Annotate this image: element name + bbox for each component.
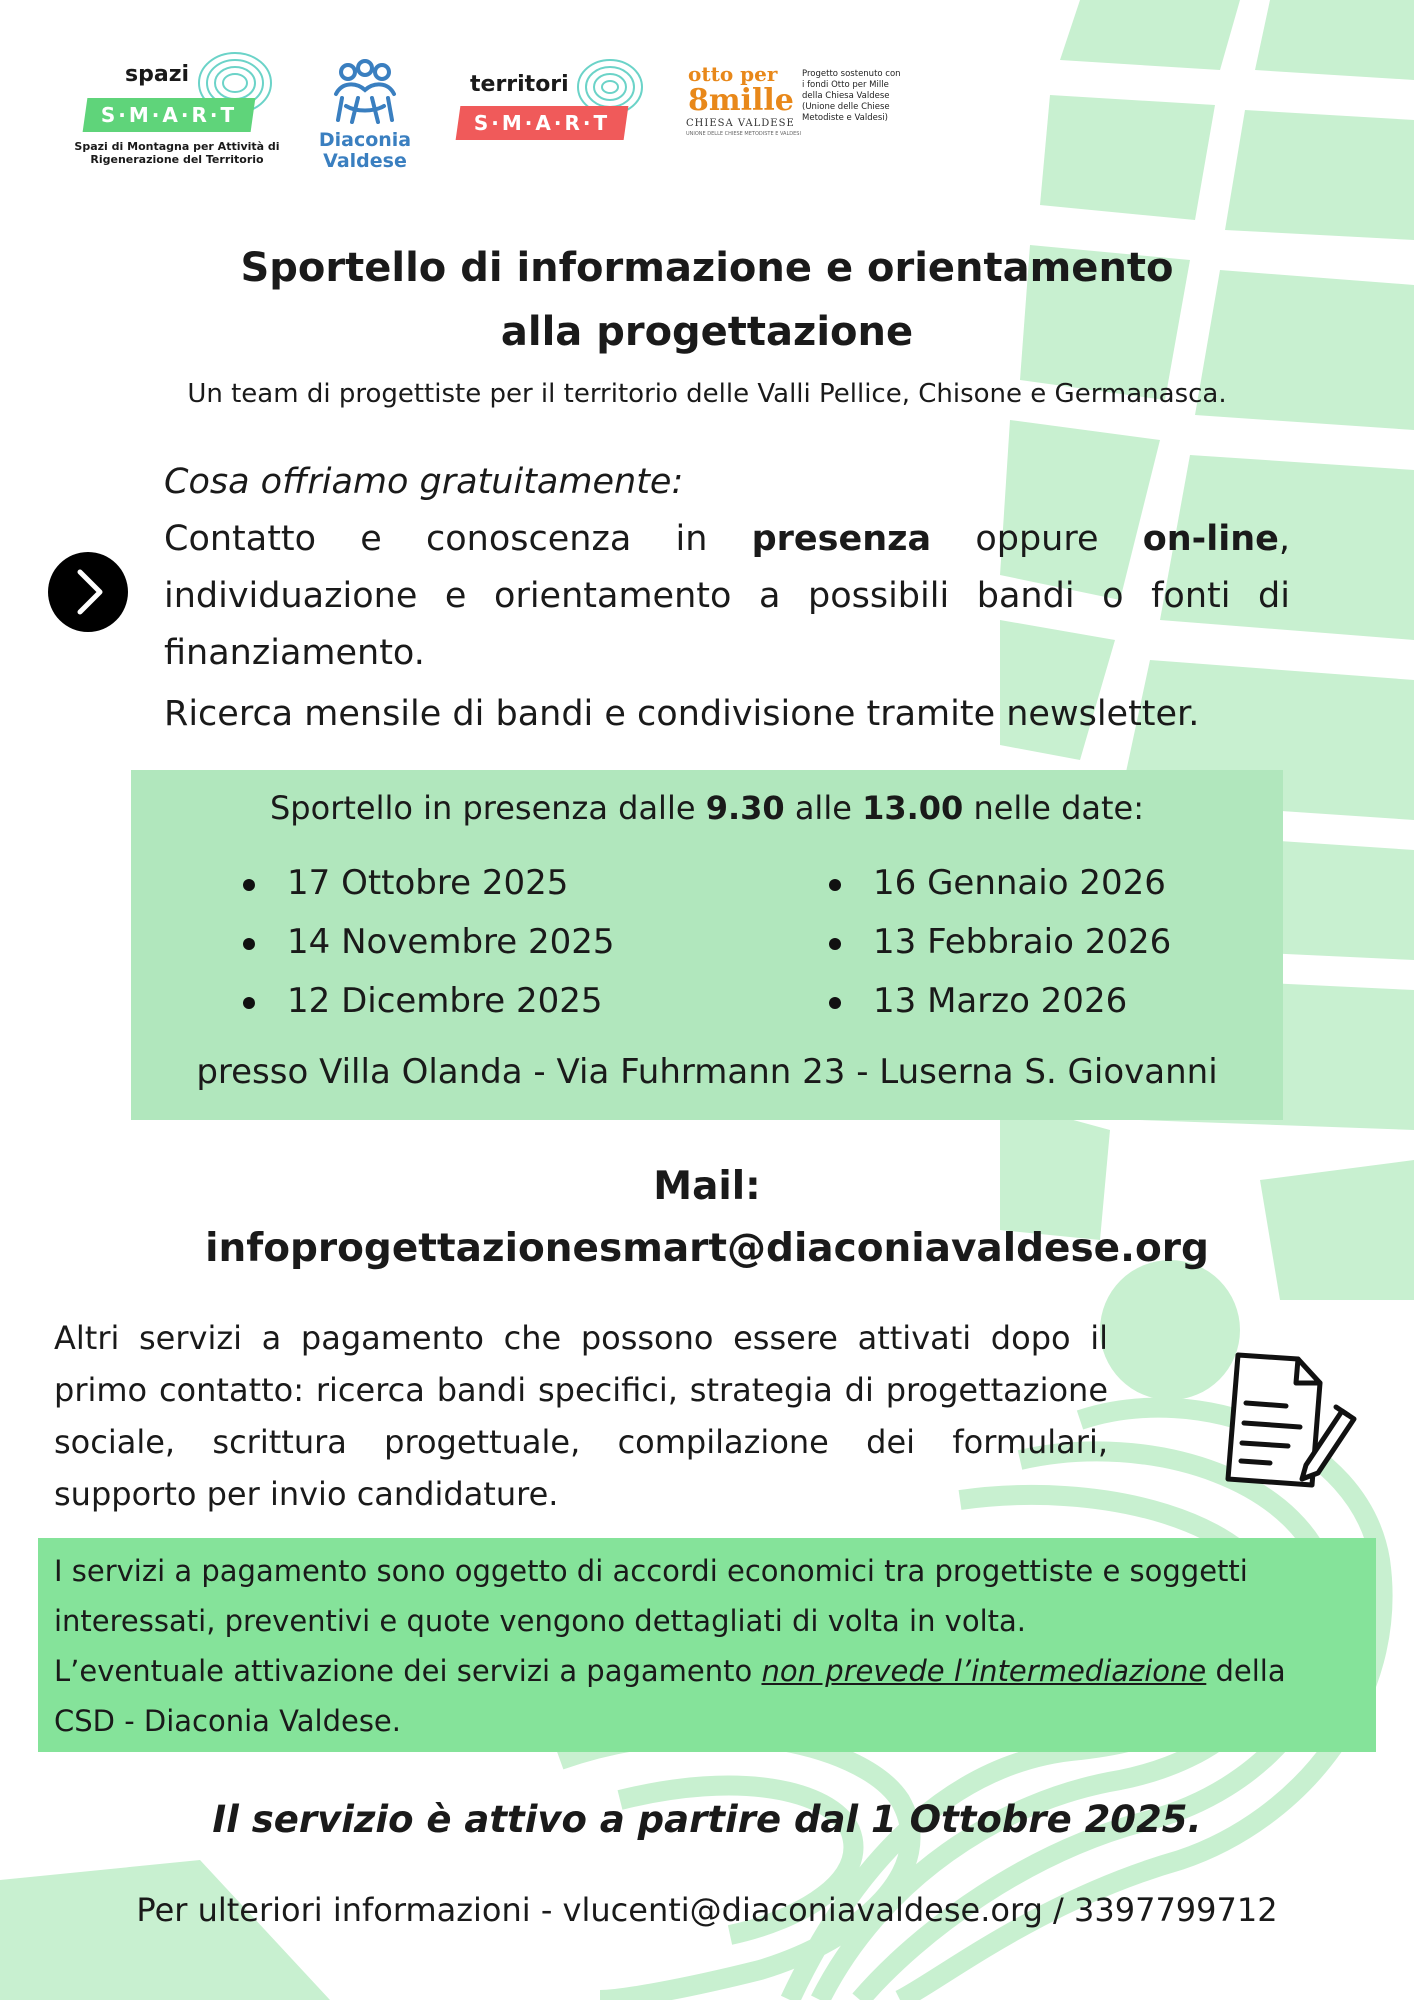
paid-note-text: I servizi a pagamento sono oggetto di accordi economici tra progettiste e soggetti interessati, preventivi e quote vengono dettagliati di volta in volta. L’eventuale attivazione dei servizi a pagamento non prevede l’intermediazione della CSD - Diaconia Valdese. xyxy=(54,1554,1286,1738)
schedule-heading: Sportello in presenza dalle 9.30 alle 13.00 nelle date: xyxy=(269,789,1144,827)
chevron-right-icon xyxy=(48,552,128,632)
emphasis-online: on-line xyxy=(1142,519,1279,559)
underlined-emphasis: non prevede l’intermediazione xyxy=(761,1654,1207,1688)
list-item: 12 Dicembre 2025 xyxy=(243,972,615,1031)
page-subtitle: Un team di progettiste per il territorio delle Valli Pellice, Chisone e Germanasca. xyxy=(187,379,1227,409)
offer-heading: Cosa offriamo gratuitamente: xyxy=(164,462,684,502)
smart-band: S·M·A·R·T xyxy=(456,106,629,140)
page-title xyxy=(100,236,1314,364)
otto-mille: 8mille xyxy=(688,83,794,118)
paid-note-box xyxy=(38,1538,1376,1752)
list-item: 13 Marzo 2026 xyxy=(829,972,1171,1031)
title-line-2: alla progettazione xyxy=(500,309,914,355)
mail-label: Mail: xyxy=(653,1164,761,1209)
logo-otto-per-mille xyxy=(0,0,920,190)
funding-note: Progetto sostenuto con i fondi Otto per Mille della Chiesa Valdese (Unione delle Chiese Metodiste e Valdesi) xyxy=(802,69,901,123)
list-item: 14 Novembre 2025 xyxy=(243,913,615,972)
list-item: 17 Ottobre 2025 xyxy=(243,854,615,913)
dates-list-right xyxy=(829,854,1171,1031)
title-line-1: Sportello di informazione e orientamento xyxy=(240,245,1174,291)
diaconia-name: Diaconia Valdese xyxy=(318,129,412,172)
contact-info[interactable]: Per ulteriori informazioni - vlucenti@diaconiavaldese.org / 3397799712 xyxy=(136,1891,1278,1929)
spazi-subtitle: Spazi di Montagna per Attività di Rigenerazione del Territorio xyxy=(74,140,280,166)
smart-band: S·M·A·R·T xyxy=(83,98,256,132)
service-start-note: Il servizio è attivo a partire dal 1 Ottobre 2025. xyxy=(212,1798,1202,1841)
schedule-box xyxy=(131,770,1283,1120)
dates-list-left xyxy=(243,854,615,1031)
otto-church: CHIESA VALDESE xyxy=(686,118,795,129)
document-pen-icon xyxy=(1208,1345,1358,1495)
schedule-location: presso Villa Olanda - Via Fuhrmann 23 - Luserna S. Giovanni xyxy=(196,1052,1218,1092)
offer-paragraph-1: Contatto e conoscenza in presenza oppure on-line, individuazione e orientamento a possibili bandi o fonti di finanziamento. xyxy=(164,519,1290,673)
list-item: 16 Gennaio 2026 xyxy=(829,854,1171,913)
emphasis-presenza: presenza xyxy=(751,519,932,559)
list-item: 13 Febbraio 2026 xyxy=(829,913,1171,972)
mail-address-link[interactable]: infoprogettazionesmart@diaconiavaldese.org xyxy=(205,1226,1209,1271)
offer-paragraph-2: Ricerca mensile di bandi e condivisione tramite newsletter. xyxy=(164,694,1200,734)
paid-services-text: Altri servizi a pagamento che possono essere attivati dopo il primo contatto: ricerca bandi specifici, strategia di progettazione sociale, scrittura progettuale, compilazione dei formulari, supporto per invio candidature. xyxy=(54,1319,1108,1513)
mail-section xyxy=(100,1156,1314,1280)
otto-word: otto per xyxy=(688,62,778,86)
territori-word: territori xyxy=(470,72,569,97)
spazi-word: spazi xyxy=(125,62,190,87)
free-offer-section xyxy=(164,454,1290,743)
otto-union: UNIONE DELLE CHIESE METODISTE E VALDESI xyxy=(686,131,801,137)
